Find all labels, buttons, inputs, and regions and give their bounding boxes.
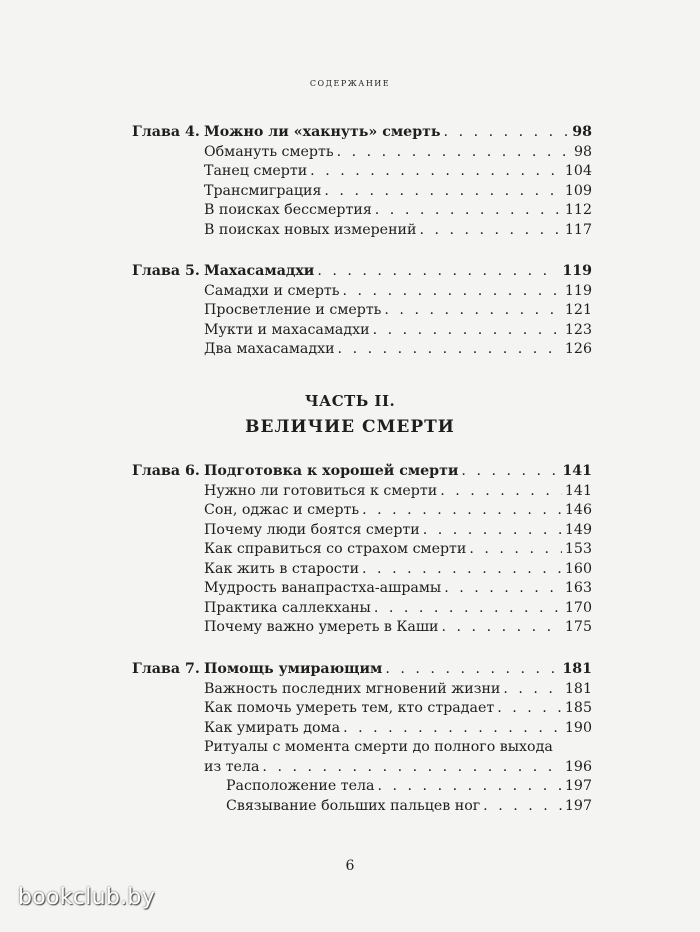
toc-row <box>132 797 592 817</box>
part-title: ВЕЛИЧИЕ СМЕРТИ <box>245 417 455 437</box>
leader-dots <box>343 282 562 302</box>
page-ref: 190 <box>564 719 592 736</box>
page-ref: 126 <box>564 341 592 357</box>
toc-row <box>132 738 592 758</box>
page-ref: 104 <box>564 163 592 179</box>
toc-row <box>132 501 592 521</box>
toc-row <box>132 301 592 321</box>
toc-row <box>132 123 592 143</box>
page-ref: 160 <box>564 560 592 577</box>
page-ref: 141 <box>564 482 592 499</box>
section-title: В поисках новых измерений <box>204 221 417 238</box>
section-title: Два махасамадхи <box>204 341 335 357</box>
toc-row <box>132 262 592 282</box>
page-ref: 98 <box>573 143 592 160</box>
leader-dots <box>483 797 562 817</box>
page-ref: 175 <box>564 619 592 635</box>
leader-dots <box>440 482 562 502</box>
chapter-label: Глава 5. <box>132 263 200 279</box>
chapter-title: Можно ли «хакнуть» смерть <box>204 124 441 140</box>
chapter-title: Подготовка к хорошей смерти <box>204 463 459 479</box>
section-title: Сон, оджас и смерть <box>204 502 360 518</box>
section-title: Просветление и смерть <box>204 302 382 318</box>
leader-dots <box>503 680 562 700</box>
toc-row <box>132 182 592 202</box>
section-title: Нужно ли готовиться к смерти <box>204 482 438 499</box>
running-head: содержание <box>309 76 391 89</box>
section-title: Как справиться со страхом смерти <box>204 541 467 557</box>
leader-dots <box>419 221 561 241</box>
page-ref: 153 <box>564 541 592 557</box>
subsection-title: Расположение тела <box>226 778 375 794</box>
section-title: Мудрость ванапрастха-ашрамы <box>204 580 442 596</box>
toc-row <box>132 282 592 302</box>
leader-dots <box>317 262 559 282</box>
section-title: Почему важно умереть в Каши <box>204 619 439 635</box>
section-title: В поисках бессмертия <box>204 202 372 218</box>
page-ref: 119 <box>564 282 592 299</box>
page-ref: 170 <box>564 599 592 616</box>
toc-row <box>132 680 592 700</box>
page-ref: 112 <box>564 202 592 218</box>
page-ref: 121 <box>564 302 592 318</box>
page-ref: 181 <box>564 680 592 697</box>
section-title: Самадхи и смерть <box>204 282 340 299</box>
leader-dots <box>375 201 562 221</box>
section-title: Обмануть смерть <box>204 143 334 160</box>
section-title: Мукти и махасамадхи <box>204 321 370 338</box>
page-ref: 196 <box>564 758 592 775</box>
page-ref: 185 <box>564 700 592 716</box>
section-title: из тела <box>204 758 260 775</box>
leader-dots <box>362 501 562 521</box>
toc-row <box>132 462 592 482</box>
leader-dots <box>377 777 561 797</box>
page-ref: 163 <box>564 580 592 596</box>
section-title: Важность последних мгновений жизни <box>204 680 501 697</box>
toc-row <box>132 221 592 241</box>
toc-row <box>132 560 592 580</box>
section-title: Танец смерти <box>204 163 308 179</box>
page-ref: 117 <box>564 221 592 238</box>
toc-row <box>132 540 592 560</box>
leader-dots <box>338 340 562 360</box>
section-title: Как жить в старости <box>204 560 360 577</box>
toc-chapter-4 <box>132 123 592 240</box>
leader-dots <box>423 521 562 541</box>
leader-dots <box>444 123 570 143</box>
page-ref: 98 <box>572 124 592 140</box>
toc-chapter-5 <box>132 262 592 360</box>
toc-row <box>132 321 592 341</box>
page-ref: 197 <box>564 778 592 794</box>
toc-row <box>132 699 592 719</box>
watermark: bookclub.by <box>18 885 156 910</box>
chapter-title: Махасамадхи <box>204 263 315 279</box>
toc-row <box>132 162 592 182</box>
page-ref: 181 <box>562 661 592 677</box>
page-ref: 197 <box>564 797 592 814</box>
chapter-label: Глава 7. <box>132 661 200 677</box>
toc-row <box>132 143 592 163</box>
leader-dots <box>442 618 562 638</box>
section-title: Как помочь умереть тем, кто страдает <box>204 700 495 716</box>
toc-row <box>132 618 592 638</box>
section-title: Практика саллекханы <box>204 599 371 616</box>
chapter-label: Глава 4. <box>132 124 200 140</box>
toc-row <box>132 719 592 739</box>
section-title: Почему люди боятся смерти <box>204 521 420 538</box>
page-ref: 146 <box>564 502 592 518</box>
leader-dots <box>374 599 562 619</box>
leader-dots <box>444 579 562 599</box>
leader-dots <box>497 699 562 719</box>
toc-row <box>132 599 592 619</box>
chapter-title: Помощь умирающим <box>204 661 383 677</box>
part-label: ЧАСТЬ II. <box>304 392 396 410</box>
section-title: Как умирать дома <box>204 719 341 736</box>
leader-dots <box>362 560 562 580</box>
chapter-label: Глава 6. <box>132 463 200 479</box>
toc-chapter-6 <box>132 462 592 638</box>
subsection-title: Связывание больших пальцев ног <box>226 797 481 814</box>
toc-chapter-7 <box>132 660 592 816</box>
page-ref: 149 <box>564 521 592 538</box>
page-ref: 141 <box>562 463 592 479</box>
leader-dots <box>262 758 561 778</box>
leader-dots <box>461 462 559 482</box>
leader-dots <box>324 182 562 202</box>
leader-dots <box>310 162 562 182</box>
page-ref: 119 <box>562 263 592 279</box>
leader-dots <box>469 540 562 560</box>
page-number: 6 <box>345 858 355 874</box>
toc-row <box>132 660 592 680</box>
leader-dots <box>385 660 559 680</box>
toc-row <box>132 579 592 599</box>
toc-row <box>132 758 592 778</box>
leader-dots <box>384 301 562 321</box>
page-ref: 123 <box>564 321 592 338</box>
toc-row <box>132 521 592 541</box>
page-ref: 109 <box>564 182 592 199</box>
section-title: Трансмиграция <box>204 182 322 199</box>
toc-row <box>132 340 592 360</box>
toc-row <box>132 201 592 221</box>
leader-dots <box>373 321 562 341</box>
toc-row <box>132 482 592 502</box>
leader-dots <box>337 143 571 163</box>
section-title: Ритуалы с момента смерти до полного выхода <box>204 739 553 755</box>
toc-row <box>132 777 592 797</box>
leader-dots <box>343 719 562 739</box>
